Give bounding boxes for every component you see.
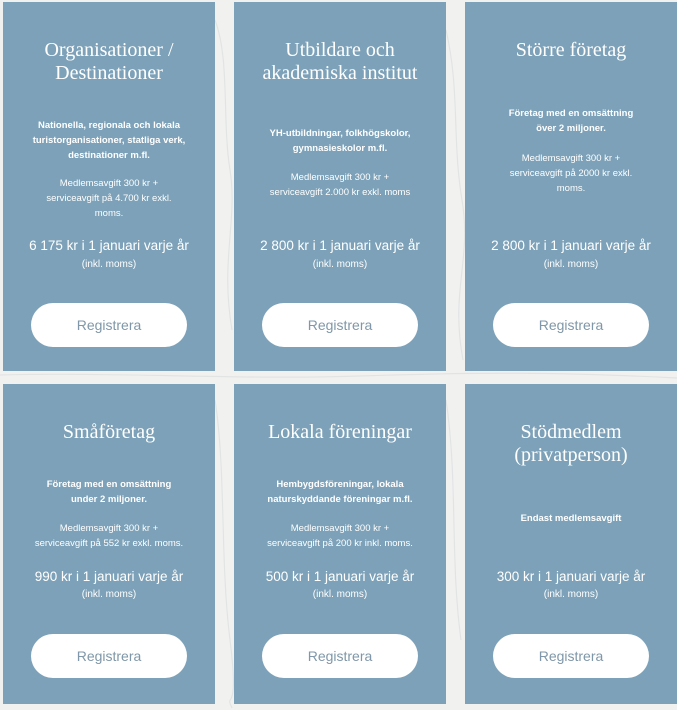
card-vat-note: (inkl. moms) [543, 259, 599, 270]
register-button[interactable]: Registrera [493, 634, 649, 678]
card-description: Endast medlemsavgift [520, 513, 622, 524]
card-fee: Medlemsavgift 300 kr + serviceavgift på 552 kr exkl. moms. [34, 523, 184, 549]
membership-card-organisationer [3, 2, 215, 371]
membership-card-smaforetag [3, 384, 215, 704]
card-price: 2 800 kr i 1 januari varje år [260, 238, 420, 253]
card-price: 300 kr i 1 januari varje år [496, 569, 646, 584]
card-fee: Medlemsavgift 300 kr + serviceavgift 2.000 kr exkl. moms [269, 172, 411, 198]
card-fee: Medlemsavgift 300 kr + serviceavgift på 200 kr inkl. moms. [267, 523, 413, 549]
register-button[interactable]: Registrera [31, 303, 187, 347]
card-fee: Medlemsavgift 300 kr + serviceavgift på 4.700 kr exkl. moms. [46, 178, 172, 219]
card-description: YH-utbildningar, folkhögskolor, gymnasieskolor m.fl. [269, 128, 411, 154]
card-vat-note: (inkl. moms) [312, 259, 368, 270]
card-vat-note: (inkl. moms) [81, 589, 137, 600]
card-description: Hembygdsföreningar, lokala naturskyddande föreningar m.fl. [267, 479, 413, 505]
card-title: Småföretag [62, 421, 156, 443]
card-vat-note: (inkl. moms) [81, 259, 137, 270]
card-description: Företag med en omsättning under 2 miljoner. [46, 479, 172, 505]
membership-card-stodmedlem [465, 384, 677, 704]
register-button[interactable]: Registrera [262, 634, 418, 678]
card-title: Stödmedlem (privatperson) [514, 421, 628, 466]
card-description: Företag med en omsättning över 2 miljoner. [508, 108, 634, 134]
register-button[interactable]: Registrera [493, 303, 649, 347]
membership-card-lokala-foreningar [234, 384, 446, 704]
card-title: Större företag [515, 39, 627, 61]
register-button[interactable]: Registrera [262, 303, 418, 347]
register-button[interactable]: Registrera [31, 634, 187, 678]
card-vat-note: (inkl. moms) [312, 589, 368, 600]
card-price: 500 kr i 1 januari varje år [265, 569, 415, 584]
membership-card-utbildare [234, 2, 446, 371]
card-description: Nationella, regionala och lokala turistorganisationer, statliga verk, destinationer m.fl. [32, 120, 186, 161]
card-title: Utbildare och akademiska institut [262, 39, 418, 84]
card-fee: Medlemsavgift 300 kr + serviceavgift på 2000 kr exkl. moms. [509, 153, 633, 194]
card-price: 990 kr i 1 januari varje år [34, 569, 184, 584]
card-title: Organisationer / Destinationer [44, 39, 174, 84]
card-title: Lokala föreningar [268, 421, 412, 443]
membership-card-storre-foretag [465, 2, 677, 371]
card-price: 2 800 kr i 1 januari varje år [491, 238, 651, 253]
card-vat-note: (inkl. moms) [543, 589, 599, 600]
card-price: 6 175 kr i 1 januari varje år [29, 238, 189, 253]
